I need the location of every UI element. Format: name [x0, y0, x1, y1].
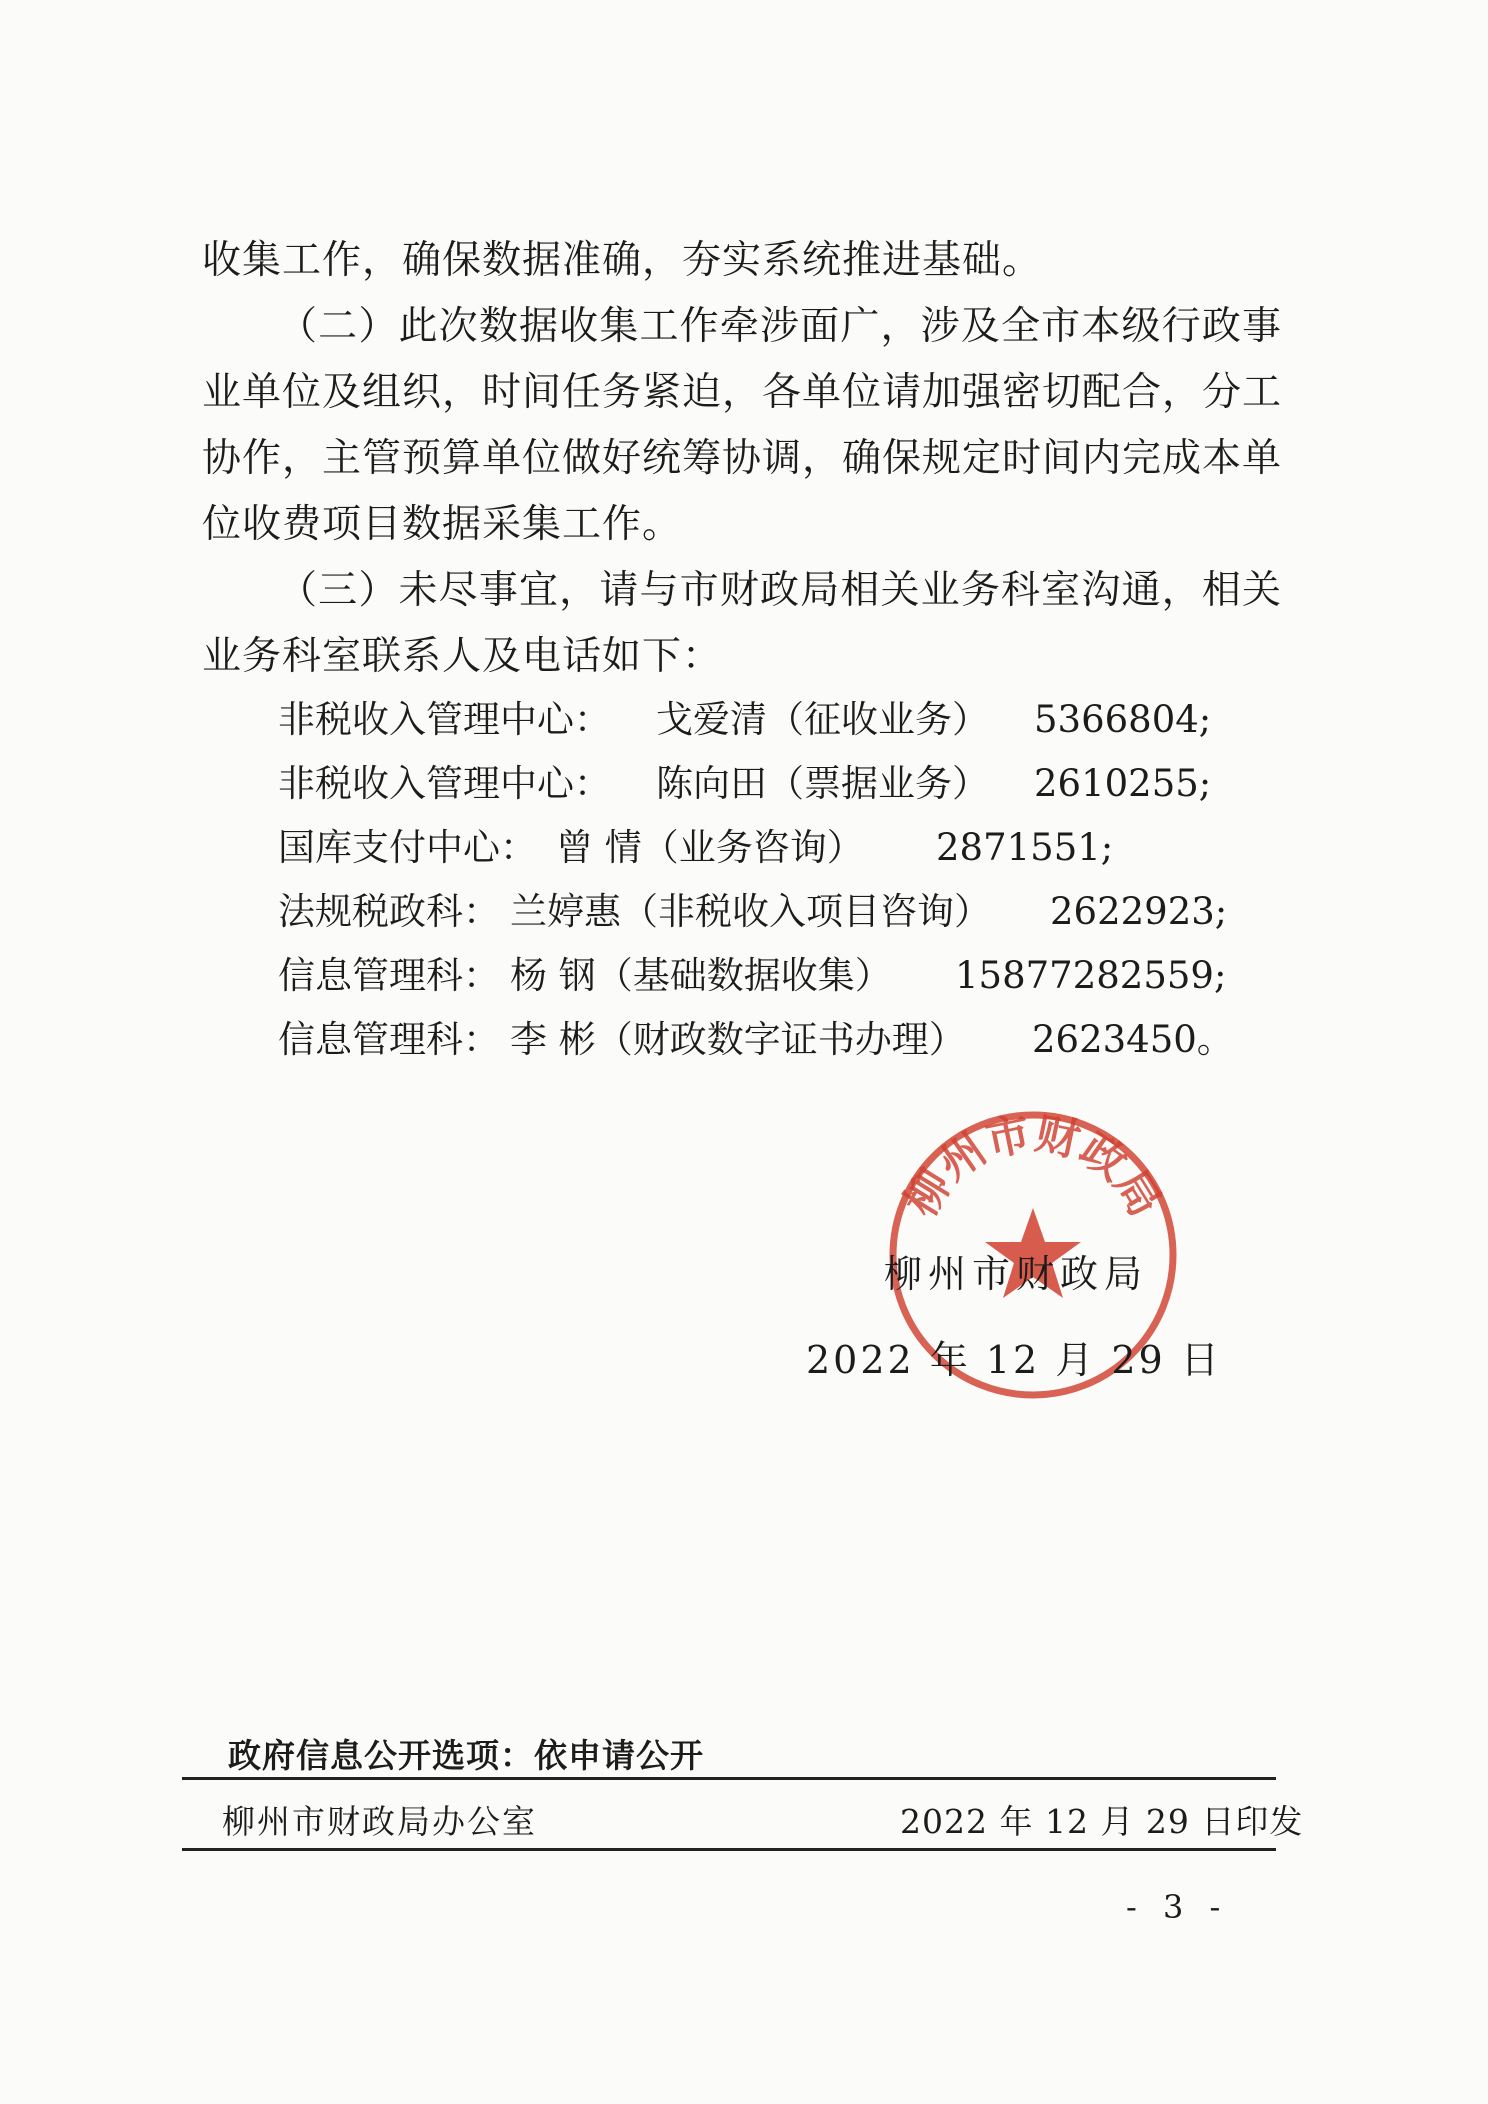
contact-row [278, 1016, 1234, 1064]
contact-person: 李 彬（财政数字证书办理） [510, 1018, 966, 1061]
contact-person: 曾 情（业务咨询） [556, 826, 864, 869]
contact-phone: 2623450。 [1032, 1018, 1234, 1061]
footer-rule-top [182, 1777, 1276, 1780]
seal-text: 柳州市财政局 [895, 1108, 1171, 1226]
contact-person: 杨 钢（基础数据收集） [510, 954, 892, 997]
print-date: 2022 年 12 月 29 日印发 [900, 1802, 1304, 1841]
signature-date: 2022 年 12 月 29 日 [806, 1338, 1222, 1382]
contact-dept: 非税收入管理中心： [278, 698, 611, 741]
footer-rule-bottom [182, 1848, 1276, 1851]
body-line-2: （二）此次数据收集工作牵涉面广，涉及全市本级行政事 [278, 304, 1282, 349]
page-number: - 3 - [1126, 1888, 1229, 1926]
contact-person: 兰婷惠（非税收入项目咨询） [510, 890, 991, 933]
body-line-6: （三）未尽事宜，请与市财政局相关业务科室沟通，相关 [278, 568, 1282, 613]
contact-person: 戈爱清（征收业务） [656, 698, 989, 741]
contact-phone: 2871551; [936, 826, 1114, 869]
contact-dept: 非税收入管理中心： [278, 762, 611, 805]
contact-row [278, 952, 1226, 1000]
issuing-office: 柳州市财政局办公室 [222, 1802, 537, 1841]
signature-org: 柳州市财政局 [884, 1252, 1149, 1296]
disclosure-option: 政府信息公开选项：依申请公开 [228, 1736, 704, 1775]
contact-phone: 15877282559; [955, 954, 1227, 997]
svg-text:柳州市财政局 [895, 1108, 1170, 1225]
contact-dept: 国库支付中心： [278, 826, 537, 869]
contact-person: 陈向田（票据业务） [656, 762, 989, 805]
contact-phone: 2610255; [1034, 762, 1212, 805]
contact-row [278, 696, 1211, 744]
contact-row [278, 888, 1227, 936]
contact-dept: 信息管理科： [278, 1018, 500, 1061]
contact-phone: 2622923; [1050, 890, 1228, 933]
body-line-7: 业务科室联系人及电话如下： [202, 634, 723, 679]
contact-row [278, 760, 1211, 808]
contact-dept: 信息管理科： [278, 954, 500, 997]
contact-row [278, 824, 1113, 872]
body-line-3: 业单位及组织，时间任务紧迫，各单位请加强密切配合，分工 [202, 370, 1283, 415]
contact-phone: 5366804; [1034, 698, 1212, 741]
body-line-5: 位收费项目数据采集工作。 [202, 502, 683, 547]
contact-dept: 法规税政科： [278, 890, 500, 933]
body-line-1: 收集工作，确保数据准确，夯实系统推进基础。 [202, 238, 1043, 283]
body-line-4: 协作，主管预算单位做好统筹协调，确保规定时间内完成本单 [202, 436, 1283, 481]
